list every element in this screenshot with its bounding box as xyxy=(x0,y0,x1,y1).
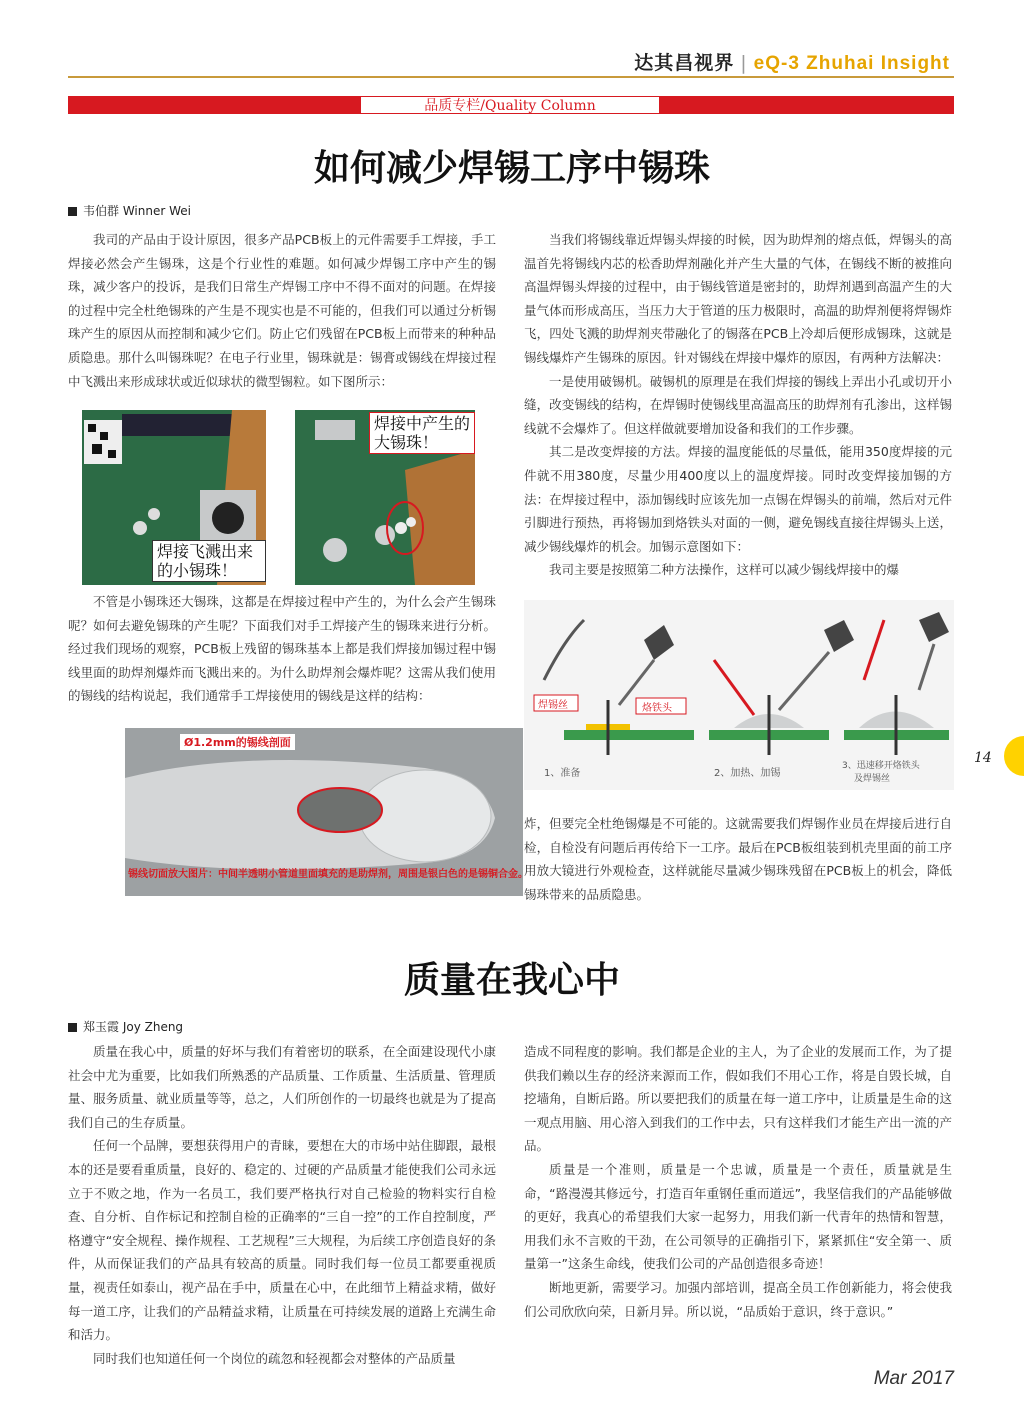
article2-paragraph: 质量是一个准则，质量是一个忠诚，质量是一个责任，质量就是生命，“路漫漫其修远兮，打造百年重钢任重而道远”，我坚信我们的产品能够做的更好，我真心的希望我们大家一起努力，用我们新一代青年的热情和智慧，用我们永不言败的干劲，在公司领导的正确指引下，紧紧抓住“安全第一、质量第一”这条生命线，使我们公司的产品创造很多奇迹！ xyxy=(524,1161,952,1272)
article1-right-column-bottom xyxy=(524,812,952,906)
article1-left-column-middle xyxy=(68,590,496,708)
article2-right-column xyxy=(524,1040,952,1323)
diagram-step3a: 3、迅速移开烙铁头 xyxy=(842,761,920,771)
pcb-photo-large-solder-ball xyxy=(295,410,475,585)
article1-paragraph: 我司的产品由于设计原因，很多产品PCB板上的元件需要手工焊接，手工焊接必然会产生锡珠，这是个行业性的难题。如何减少焊锡工序中产生的锡珠，减少客户的投诉，是我们日常生产焊锡工序中不得不面对的问题。在焊接的过程中完全杜绝锡珠的产生是不现实也是不可能的，但我们可以通过分析锡珠产生的原因从而控制和减少它们。防止它们残留在PCB板上而带来的种种品质隐患。那什么叫锡珠呢？在电子行业里，锡珠就是：锡膏或锡线在焊接过程中飞溅出来形成球状或近似球状的微型锡粒。如下图所示： xyxy=(68,232,496,389)
article1-left-column-top xyxy=(68,228,496,393)
diagram-step1: 1、准备 xyxy=(544,768,581,779)
brand-en: eQ-3 Zhuhai Insight xyxy=(753,53,950,74)
article1-paragraph: 当我们将锡线靠近焊锡头焊接的时候，因为助焊剂的熔点低，焊锡头的高温首先将锡线内芯的松香助焊剂融化并产生大量的气体，在锡线不断的被推向高温焊锡头焊接的过程中，由于锡线管道是密封的，助焊剂遇到高温产生的大量气体而形成高压，当压力大于管道的压力极限时，高温的助焊剂便将焊锡炸飞，四处飞溅的助焊剂夹带融化了的锡落在PCB上冷却后便形成锡珠，这就是锡线爆炸产生锡珠的原因。针对锡线在焊接中爆炸的原因，有两种方法解决： xyxy=(524,232,952,365)
pcb-photo-small-solder-ball xyxy=(82,410,266,585)
callout-small-solder-ball: 焊接飞溅出来的小锡珠！ xyxy=(152,540,266,582)
article2-left-column xyxy=(68,1040,496,1370)
article1-right-column-top xyxy=(524,228,952,582)
article2-paragraph: 质量在我心中，质量的好坏与我们有着密切的联系，在全面建设现代小康社会中尤为重要，比如我们所熟悉的产品质量、工作质量、生活质量、管理质量、服务质量、就业质量等等，总之，人们所创作的一切最终也就是为了提高我们自己的生存质量。 xyxy=(68,1044,496,1130)
diagram-step3b: 及焊锡丝 xyxy=(854,774,891,784)
article1-paragraph: 我司主要是按照第二种方法操作，这样可以减少锡线焊接中的爆 xyxy=(549,562,900,578)
article1-title: 如何减少焊锡工序中锡珠 xyxy=(313,147,710,189)
soldering-steps-graphic xyxy=(524,600,954,790)
article1-author-name: 韦伯群 Winner Wei xyxy=(83,204,191,218)
article2-title: 质量在我心中 xyxy=(403,959,620,1001)
article2-author xyxy=(68,1018,183,1035)
author-bullet xyxy=(68,1023,77,1032)
article1-paragraph: 一是使用破锡机。破锡机的原理是在我们焊接的锡线上弄出小孔或切开小缝，改变锡线的结构，在焊锡时使锡线里高温高压的助焊剂有孔渗出，这样锡线就不会爆炸了。但这样做就要增加设备和我们的工作步骤。 xyxy=(524,373,952,436)
article2-paragraph: 造成不同程度的影响。我们都是企业的主人，为了企业的发展而工作，为了提供我们赖以生存的经济来源而工作，假如我们不用心工作，将是自毁长城，自挖墙角，自断后路。所以要把我们的质量在每一道工序中，让质量是生命的这一观点用脑、用心溶入到我们的工作中去，只有这样我们才能生产出一流的产品。 xyxy=(524,1044,952,1154)
author-bullet xyxy=(68,207,77,216)
brand-separator: | xyxy=(740,52,748,74)
article1-paragraph: 不管是小锡珠还大锡珠，这都是在焊接过程中产生的，为什么会产生锡珠呢？如何去避免锡珠的产生呢？下面我们对手工焊接产生的锡珠来进行分析。经过我们现场的观察，PCB板上残留的锡珠基本上都是我们焊接加锡过程中锡线里面的助焊剂爆炸而飞溅出来的。为什么助焊剂会爆炸呢？这需从我们使用的锡线的结构说起，我们通常手工焊接使用的锡线是这样的结构： xyxy=(68,594,496,704)
article2-paragraph: 同时我们也知道任何一个岗位的疏忽和轻视都会对整体的产品质量 xyxy=(93,1350,456,1366)
soldering-steps-diagram xyxy=(524,600,954,790)
page-tab-marker xyxy=(1004,736,1024,776)
brand-cn: 达其昌视界 xyxy=(634,52,735,74)
wire-cross-section-caption: 锡线切面放大图片：中间半透明小管道里面填充的是助焊剂，周围是银白色的是锡铜合金。 xyxy=(128,869,528,880)
article2-paragraph: 任何一个品牌，要想获得用户的青睐，要想在大的市场中站住脚跟，最根本的还是要看重质量，良好的、稳定的、过硬的产品质量才能使我们公司永远立于不败之地，作为一名员工，我们要严格执行对自己检验的物料实行自检查、自分析、自作标记和控制自检的正确率的“三自一控”的工作自控制度，严格遵守“安全规程、操作规程、工艺规程”三大规程，为后续工序创造良好的条件，从而保证我们的产品具有较高的质量。同时我们每一位员工都要重视质量，视责任如泰山，视产品在手中，质量在心中，在此细节上精益求精，做好每一道工序，让我们的产品精益求精，让质量在可持续发展的道路上充满生命和活力。 xyxy=(68,1138,496,1343)
article2-paragraph: 断地更新，需要学习。加强内部培训，提高全员工作创新能力，将会使我们公司欣欣向荣，日新月异。所以说，“品质始于意识，终于意识。” xyxy=(524,1279,952,1319)
column-label: 品质专栏/Quality Column xyxy=(360,96,660,114)
article2-author-name: 郑玉霞 Joy Zheng xyxy=(83,1020,184,1034)
diagram-label-tip: 烙铁头 xyxy=(642,703,672,714)
footer-date: Mar 2017 xyxy=(873,1368,954,1389)
header-brand xyxy=(634,48,950,75)
article1-paragraph: 其二是改变焊接的方法。焊接的温度能低的尽量低，能用350度焊接的元件就不用380度，尽量少用400度以上的温度焊接。同时改变焊接加锡的方法：在焊接过程中，添加锡线时应该先加一点锡在焊锡头的前端，然后对元件引脚进行预热，再将锡加到烙铁头对面的一侧，避免锡线直接往焊锡头上送，减少锡线爆炸的机会。加锡示意图如下： xyxy=(524,444,952,554)
header-rule xyxy=(68,76,954,78)
callout-large-solder-ball: 焊接中产生的大锡珠！ xyxy=(369,412,475,454)
article1-author xyxy=(68,202,191,219)
article1-paragraph: 炸，但要完全杜绝锡爆是不可能的。这就需要我们焊锡作业员在焊接后进行自检，自检没有问题后再传给下一工序。最后在PCB板组装到机壳里面的前工序用放大镜进行外观检查，这样就能尽量减少锡珠残留在PCB板上的机会，降低锡珠带来的品质隐患。 xyxy=(524,816,952,902)
wire-cross-section-label: Ø1.2mm的锡线剖面 xyxy=(180,734,295,750)
diagram-label-wire: 焊锡丝 xyxy=(538,700,568,711)
page-number: 14 xyxy=(974,750,992,766)
diagram-step2: 2、加热、加锡 xyxy=(714,768,781,779)
